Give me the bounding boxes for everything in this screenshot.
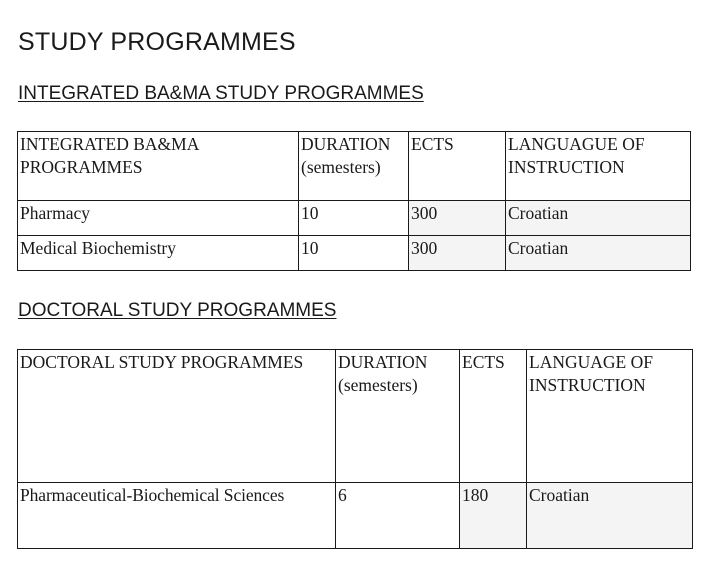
duration-cell: 10: [299, 201, 409, 236]
programme-name-cell: Pharmaceutical-Biochemical Sciences: [18, 483, 336, 549]
column-header-duration: DURATION (semesters): [299, 132, 409, 201]
language-cell: Croatian: [506, 201, 691, 236]
ects-cell: 180: [460, 483, 527, 549]
column-header-ects: ECTS: [409, 132, 506, 201]
page-title: STUDY PROGRAMMES: [18, 28, 296, 56]
language-cell: Croatian: [527, 483, 693, 549]
ects-cell: 300: [409, 201, 506, 236]
duration-cell: 10: [299, 236, 409, 271]
doctoral-programmes-table: [17, 349, 693, 549]
language-cell: Croatian: [506, 236, 691, 271]
column-header-ects: ECTS: [460, 350, 527, 483]
column-header-language: LANGUAGUE OF INSTRUCTION: [506, 132, 691, 201]
doctoral-programmes-heading: DOCTORAL STUDY PROGRAMMES: [18, 300, 337, 321]
integrated-programmes-table: [17, 131, 691, 271]
integrated-programmes-heading: INTEGRATED BA&MA STUDY PROGRAMMES: [18, 83, 424, 104]
column-header-programme: DOCTORAL STUDY PROGRAMMES: [18, 350, 336, 483]
column-header-language: LANGUAGE OF INSTRUCTION: [527, 350, 693, 483]
column-header-duration: DURATION (semesters): [336, 350, 460, 483]
programme-name-cell: Pharmacy: [18, 201, 299, 236]
duration-cell: 6: [336, 483, 460, 549]
table-header-row: [18, 350, 693, 483]
table-header-row: [18, 132, 691, 201]
ects-cell: 300: [409, 236, 506, 271]
programme-name-cell: Medical Biochemistry: [18, 236, 299, 271]
table-row: [18, 201, 691, 236]
column-header-programme: INTEGRATED BA&MA PROGRAMMES: [18, 132, 299, 201]
table-row: [18, 483, 693, 549]
table-row: [18, 236, 691, 271]
